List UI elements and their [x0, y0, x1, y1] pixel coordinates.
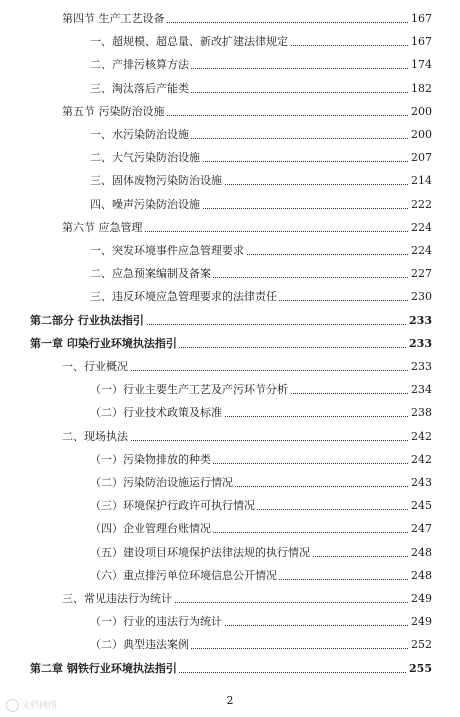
toc-entry-page: 233 [409, 336, 432, 350]
toc-entry[interactable] [0, 405, 460, 421]
toc-entry[interactable] [0, 289, 460, 305]
watermark [6, 698, 57, 712]
toc-entry-page: 222 [411, 197, 432, 211]
toc-entry[interactable] [0, 127, 460, 143]
toc-entry[interactable] [0, 661, 460, 677]
toc-entry-title: 三、常见违法行为统计 [62, 592, 172, 605]
toc-entry-title: （二）行业技术政策及标准 [90, 406, 222, 420]
toc-entry-title: 第一章 印染行业环境执法指引 [30, 336, 177, 350]
toc-entry-title: 二、应急预案编制及备案 [90, 267, 211, 281]
toc-entry-page: 200 [411, 128, 432, 141]
toc-entry[interactable] [0, 220, 460, 236]
toc-entry-page: 245 [411, 499, 432, 513]
toc-entry-title: 第五节 污染防治设施 [62, 104, 165, 118]
toc-entry-page: 238 [411, 406, 432, 420]
toc-entry[interactable] [0, 57, 460, 73]
toc-entry-page: 167 [411, 35, 432, 49]
toc-entry-title: 三、淘汰落后产能类 [90, 81, 189, 95]
toc-entry-page: 207 [411, 151, 432, 165]
toc-entry-title: （二）典型违法案例 [90, 638, 189, 652]
toc-entry[interactable] [0, 591, 460, 607]
toc-entry-page: 249 [411, 592, 432, 605]
toc-entry[interactable] [0, 359, 460, 375]
toc-entry-page: 248 [411, 545, 432, 559]
toc-entry-page: 214 [411, 174, 432, 188]
toc-entry-title: 一、行业概况 [62, 360, 128, 373]
toc-entry-page: 255 [409, 661, 432, 675]
toc-entry[interactable] [0, 34, 460, 50]
toc-entry-page: 247 [411, 522, 432, 536]
toc-entry-title: 一、突发环境事件应急管理要求 [90, 244, 244, 257]
toc-entry-title: （二）污染防治设施运行情况 [90, 476, 233, 489]
toc-entry[interactable] [0, 521, 460, 537]
toc-entry-page: 243 [411, 476, 432, 489]
toc-entry-title: （一）行业主要生产工艺及产污环节分析 [90, 383, 288, 397]
toc-entry[interactable] [0, 197, 460, 213]
toc-entry-page: 242 [411, 429, 432, 443]
toc-entry-page: 234 [411, 383, 432, 397]
toc-entry-page: 167 [411, 12, 432, 25]
toc-entry-title: 一、超规模、超总量、新改扩建法律规定 [90, 35, 288, 49]
toc-entry-title: 第二章 钢铁行业环境执法指引 [30, 661, 177, 675]
toc-entry-page: 252 [411, 638, 432, 652]
toc-entry[interactable] [0, 313, 460, 329]
toc-entry[interactable] [0, 11, 460, 27]
toc-entry-title: 三、违反环境应急管理要求的法律责任 [90, 290, 277, 304]
toc-entry-title: （四）企业管理台账情况 [90, 522, 211, 536]
toc-entry-title: 四、噪声污染防治设施 [90, 197, 200, 211]
toc-entry-page: 174 [411, 58, 432, 72]
toc-entry[interactable] [0, 104, 460, 120]
page-number: 2 [226, 694, 234, 707]
toc-entry-page: 200 [411, 104, 432, 118]
toc-entry-page: 230 [411, 290, 432, 304]
toc-entry-title: 第四节 生产工艺设备 [62, 12, 165, 25]
watermark-text: 文档网络 [21, 701, 58, 711]
toc-entry[interactable] [0, 173, 460, 189]
toc-entry-page: 224 [411, 244, 432, 257]
toc-entry-title: 二、大气污染防治设施 [90, 151, 200, 165]
toc-entry-page: 249 [411, 615, 432, 629]
toc-entry-title: （一）污染物排放的种类 [90, 452, 211, 466]
toc-entry[interactable] [0, 452, 460, 468]
toc-entry[interactable] [0, 637, 460, 653]
toc-entry-title: （一）行业的违法行为统计 [90, 615, 222, 629]
toc-entry-page: 227 [411, 267, 432, 281]
toc-entry[interactable] [0, 81, 460, 97]
toc-entry-title: 第二部分 行业执法指引 [30, 313, 144, 327]
toc-entry[interactable] [0, 614, 460, 630]
toc-entry[interactable] [0, 336, 460, 352]
toc-entry[interactable] [0, 150, 460, 166]
toc-entry[interactable] [0, 243, 460, 259]
toc-entry-title: 第六节 应急管理 [62, 220, 143, 234]
toc-entry-title: 一、水污染防治设施 [90, 128, 189, 141]
toc-entry[interactable] [0, 382, 460, 398]
toc-entry-title: （五）建设项目环境保护法律法规的执行情况 [90, 545, 310, 559]
toc-entry[interactable] [0, 475, 460, 491]
toc-entry[interactable] [0, 429, 460, 445]
toc-entry[interactable] [0, 545, 460, 561]
toc-entry-title: （三）环境保护行政许可执行情况 [90, 499, 255, 513]
watermark-logo-icon [6, 699, 19, 712]
toc-entry-page: 233 [411, 360, 432, 373]
toc-entry-page: 242 [411, 452, 432, 466]
toc-entry-title: 三、固体废物污染防治设施 [90, 174, 222, 188]
toc-entry[interactable] [0, 498, 460, 514]
toc-entry-title: 二、产排污核算方法 [90, 58, 189, 72]
toc-entry-title: 二、现场执法 [62, 429, 128, 443]
toc-entry[interactable] [0, 568, 460, 584]
toc-entry-page: 182 [411, 81, 432, 95]
toc-entry-page: 248 [411, 568, 432, 582]
toc-entry-page: 233 [409, 313, 432, 327]
toc-entry-title: （六）重点排污单位环境信息公开情况 [90, 568, 277, 582]
toc-entry[interactable] [0, 266, 460, 282]
toc-entry-page: 224 [411, 220, 432, 234]
